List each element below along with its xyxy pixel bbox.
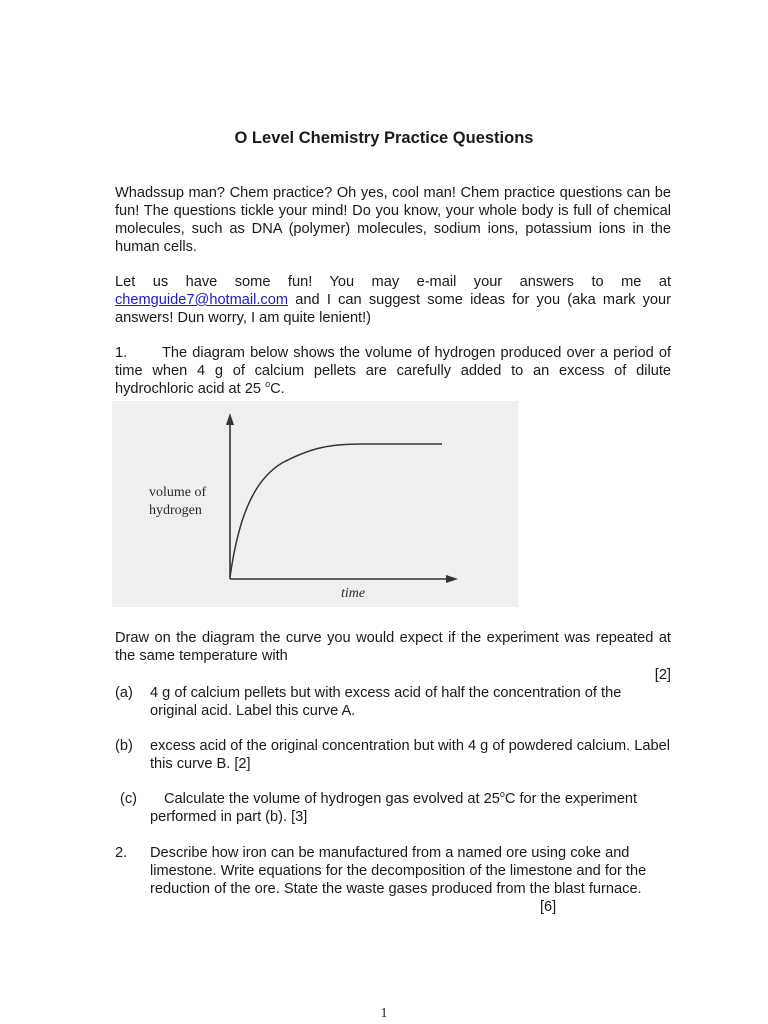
degree-sup: o	[265, 379, 271, 390]
part-c-text	[150, 790, 676, 826]
reaction-graph-figure	[112, 401, 518, 607]
part-b-text: excess acid of the original concentration but with 4 g of powdered calcium. Label this curve B. [2]	[150, 738, 671, 772]
part-b-label: (b)	[115, 738, 133, 754]
hydrogen-volume-graph	[112, 401, 518, 607]
question-1-number: 1.	[115, 345, 128, 361]
contact-line: Let us have some fun! You may e-mail your answers to me at	[115, 274, 671, 290]
instruction-marks: [2]	[654, 667, 671, 683]
y-axis-label-line2: hydrogen	[149, 503, 202, 518]
part-c-degree-sup: o	[499, 789, 505, 800]
contact-paragraph	[115, 273, 671, 327]
hydrogen-curve	[230, 444, 442, 577]
y-axis-arrow-icon	[226, 413, 234, 425]
part-a-label: (a)	[115, 685, 133, 701]
question-1-text-end: C.	[270, 381, 285, 397]
question-1-text: The diagram below shows the volume of hydrogen produced over a period of time when 4 g of calcium pellets are carefully added to an excess of dilute hydrochloric acid at 25	[115, 345, 671, 397]
y-axis-label-line1: volume of	[149, 485, 207, 500]
x-axis-arrow-icon	[446, 575, 458, 583]
page-title: O Level Chemistry Practice Questions	[234, 129, 534, 147]
part-c-text-start: Calculate the volume of hydrogen gas evolved at 25	[164, 791, 500, 807]
question-2-marks: [6]	[540, 899, 557, 915]
question-1-stem	[115, 344, 671, 398]
question-2-text: Describe how iron can be manufactured from a named ore using coke and limestone. Write equations for the decomposition of the limestone and for the reduction of the ore. State the waste gases produced from the blast furnace.	[150, 845, 647, 897]
question-1-instruction: Draw on the diagram the curve you would expect if the experiment was repeated at the same temperature with	[115, 630, 671, 664]
page-number: 1	[380, 1006, 388, 1021]
question-2-number: 2.	[115, 845, 128, 861]
intro-paragraph: Whadssup man? Chem practice? Oh yes, cool man! Chem practice questions can be fun! The questions tickle your mind! Do you know, your whole body is full of chemical molecules, such as DNA (polymer) molecules, sodium ions, potassium ions in the human cells.	[115, 185, 671, 255]
part-a-text: 4 g of calcium pellets but with excess acid of half the concentration of the original acid. Label this curve A.	[150, 685, 622, 719]
part-c-label: (c)	[120, 791, 138, 807]
x-axis-label: time	[341, 586, 366, 601]
email-link[interactable]: chemguide7@hotmail.com	[115, 292, 288, 308]
part-c-text-end: C for the experiment performed in part (b). [3]	[150, 791, 638, 825]
contact-after-email: and I can suggest some ideas for you (aka mark your answers! Dun worry, I am quite lenient!)	[115, 292, 671, 326]
